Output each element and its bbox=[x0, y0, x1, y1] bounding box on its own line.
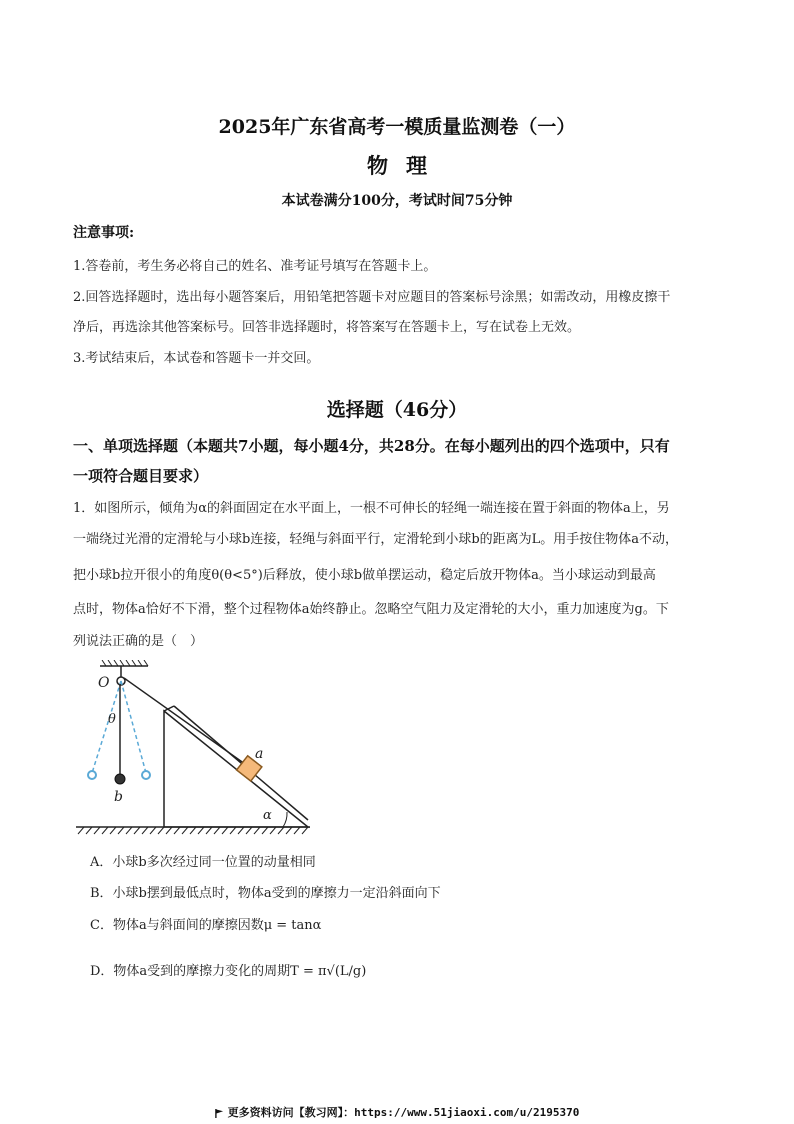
notice-item: 3.考试结束后，本试卷和答题卡一并交回。 bbox=[73, 351, 320, 366]
ground bbox=[76, 827, 310, 834]
option-c: C．物体a与斜面间的摩擦因数μ = tanα bbox=[90, 918, 322, 933]
part-heading-line: 一项符合题目要求） bbox=[73, 467, 209, 485]
flag-icon bbox=[215, 1109, 224, 1118]
subject-title: 物理 bbox=[367, 153, 445, 178]
pulley-label: O bbox=[98, 675, 110, 691]
question-text-line: 1．如图所示，倾角为α的斜面固定在水平面上，一根不可伸长的轻绳一端连接在置于斜面的物体a上，另 bbox=[73, 501, 670, 516]
pendulum-incline-figure bbox=[70, 660, 320, 840]
ball-extreme-right bbox=[142, 771, 150, 779]
block-label: a bbox=[255, 746, 264, 762]
ball-extreme-left bbox=[88, 771, 96, 779]
option-b: B．小球b摆到最低点时，物体a受到的摩擦力一定沿斜面向下 bbox=[90, 886, 441, 901]
notice-item: 1.答卷前，考生务必将自己的姓名、准考证号填写在答题卡上。 bbox=[73, 259, 437, 274]
option-a: A．小球b多次经过同一位置的动量相同 bbox=[90, 855, 316, 870]
alpha-label: α bbox=[263, 808, 272, 823]
question-text-line: 一端绕过光滑的定滑轮与小球b连接，轻绳与斜面平行，定滑轮到小球b的距离为L。用手按住物体a不动， bbox=[73, 532, 679, 547]
question-text-line: 点时，物体a恰好不下滑，整个过程物体a始终静止。忽略空气阻力及定滑轮的大小，重力加速度为g。下 bbox=[73, 602, 669, 617]
question-text-line: 把小球b拉开很小的角度θ(θ<5°)后释放，使小球b做单摆运动，稳定后放开物体a。当小球运动到最高 bbox=[73, 568, 656, 583]
swing-string-left bbox=[92, 681, 121, 773]
notice-item: 2.回答选择题时，选出每小题答案后，用铅笔把答题卡对应题目的答案标号涂黑；如需改动，用橡皮擦干 bbox=[73, 290, 671, 305]
score-note: 本试卷满分100分，考试时间75分钟 bbox=[281, 193, 513, 209]
part-heading-line: 一、单项选择题（本题共7小题，每小题4分，共28分。在每小题列出的四个选项中，只有 bbox=[73, 437, 670, 455]
section-title: 选择题（46分） bbox=[326, 399, 468, 421]
notice-item: 净后，再选涂其他答案标号。回答非选择题时，将答案写在答题卡上，写在试卷上无效。 bbox=[73, 320, 581, 335]
option-d: D．物体a受到的摩擦力变化的周期T = π√(L/g) bbox=[90, 964, 367, 979]
page-title: 2025年广东省高考一模质量监测卷（一） bbox=[218, 116, 576, 138]
ball-b bbox=[115, 774, 125, 784]
notice-heading: 注意事项: bbox=[73, 225, 135, 241]
incline-wedge bbox=[164, 711, 308, 827]
question-text-line: 列说法正确的是（ ） bbox=[73, 634, 204, 649]
footer[interactable] bbox=[0, 1104, 794, 1120]
ball-label: b bbox=[114, 789, 123, 805]
footer-link-text[interactable]: 更多资料访问【教习网】：https://www.51jiaoxi.com/u/2195370 bbox=[227, 1106, 580, 1119]
theta-label: θ bbox=[108, 712, 116, 727]
swing-string-right bbox=[121, 681, 146, 773]
